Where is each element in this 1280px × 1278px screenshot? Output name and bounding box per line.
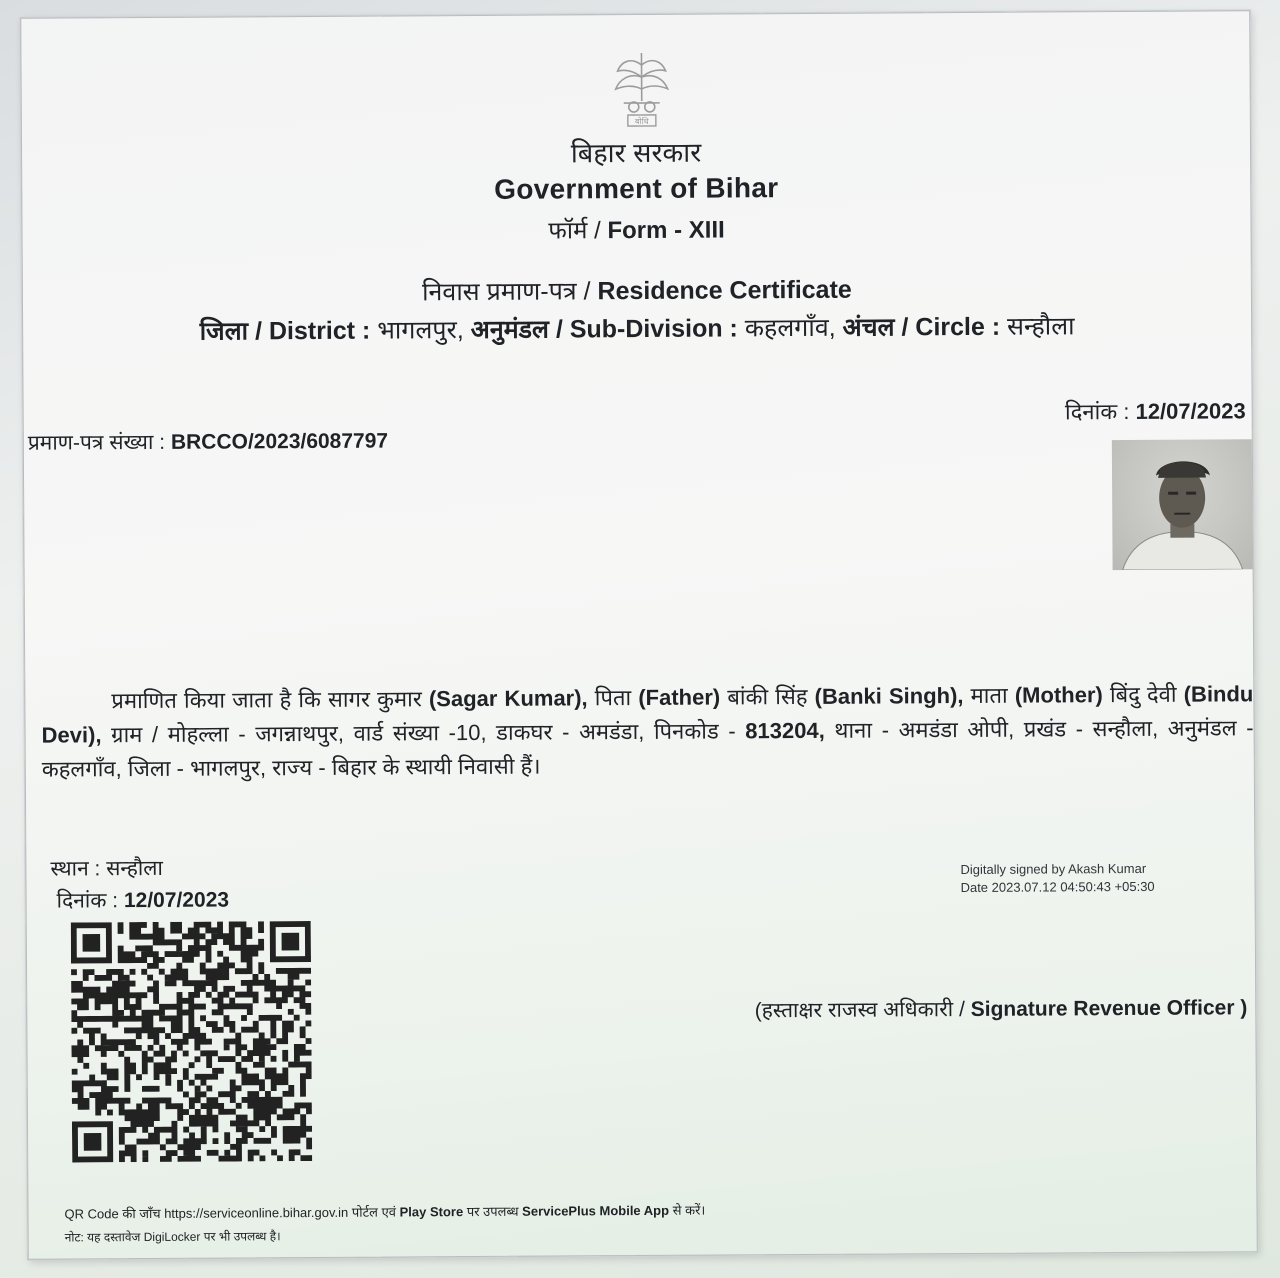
digital-signature-name: Digitally signed by Akash Kumar [960,860,1147,878]
certificate-body: प्रमाणित किया जाता है कि सागर कुमार (Sagar Kumar), पिता (Father) बांकी सिंह (Banki Singh), माता (Mother) बिंदु देवी (Bindu Devi), ग्राम / मोहल्ला - जगन्नाथपुर, वार्ड संख्या -10, डाकघर - अमडंडा, पिनकोड - 813204, थाना - अमडंडा ओपी, प्रखंड - सन्हौला, अनुमंडल - कहलगाँव, जिला - भागलपुर, राज्य - बिहार के स्थायी निवासी हैं। [41,681,1254,782]
header-title-hindi: बिहार सरकार [570,137,702,169]
header-title-english: Government of Bihar [494,172,779,205]
applicant-photo [1112,439,1253,570]
qr-code [71,921,312,1162]
signature-label: (हस्ताक्षर राजस्व अधिकारी / Signature Revenue Officer ) [754,996,1248,1023]
qr-verify-note: QR Code की जाँच https://serviceonline.bihar.gov.in पोर्टल एवं Play Store पर उपलब्ध ServicePlus Mobile App से करें। [64,1202,706,1222]
district-line: जिला / District : भागलपुर, अनुमंडल / Sub-Division : कहलगाँव, अंचल / Circle : सन्हौला [199,312,1075,346]
place: स्थान : सन्हौला [50,856,164,881]
digital-signature-date: Date 2023.07.12 04:50:43 +05:30 [960,878,1155,896]
issue-date: दिनांक : 12/07/2023 [1064,398,1246,425]
digilocker-note: नोट: यह दस्तावेज DigiLocker पर भी उपलब्ध है। [64,1229,281,1245]
bihar-emblem-icon [601,43,682,129]
form-number: फॉर्म / Form - XIII [548,216,725,245]
certificate-sheet [20,10,1258,1259]
svg-text:बोधि: बोधि [635,116,649,127]
place-date: दिनांक : 12/07/2023 [56,888,230,913]
digital-signature [960,860,1154,897]
certificate-number: प्रमाण-पत्र संख्या : BRCCO/2023/6087797 [27,429,389,455]
certificate-title: निवास प्रमाण-पत्र / Residence Certificate [421,275,852,307]
